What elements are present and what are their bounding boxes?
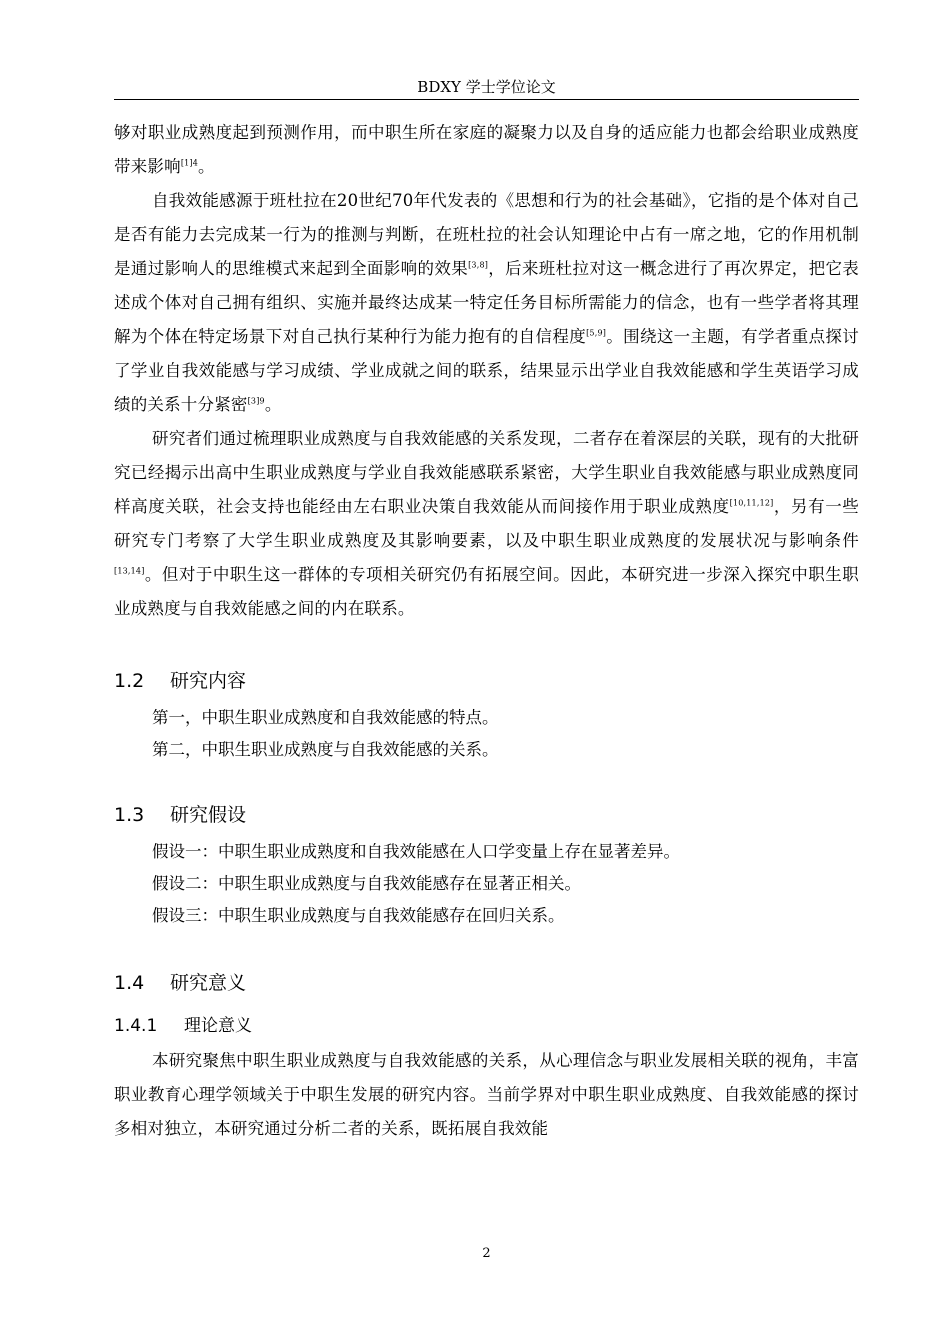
citation: [13,14] xyxy=(114,566,145,576)
page-body xyxy=(114,116,859,1146)
citation: [10,11,12] xyxy=(729,498,774,508)
citation: [1]4 xyxy=(180,158,199,168)
paragraph-4: 本研究聚焦中职生职业成熟度与自我效能感的关系，从心理信念与职业发展相关联的视角，丰富职业教育心理学领域关于中职生发展的研究内容。当前学界对中职生职业成熟度、自我效能感的探讨多相对独立，本研究通过分析二者的关系，既拓展自我效能 xyxy=(114,1051,859,1138)
list-item: 第一，中职生职业成熟度和自我效能感的特点。 xyxy=(152,708,499,727)
list-item: 假设二：中职生职业成熟度与自我效能感存在显著正相关。 xyxy=(152,874,581,893)
section-heading-1-2: 1.2 研究内容 xyxy=(114,670,247,692)
citation: [3]9 xyxy=(247,396,265,406)
list-item: 假设三：中职生职业成熟度与自我效能感存在回归关系。 xyxy=(152,906,565,925)
list-item: 第二，中职生职业成熟度与自我效能感的关系。 xyxy=(152,740,499,759)
subsection-heading-1-4-1: 1.4.1 理论意义 xyxy=(114,1016,252,1036)
list-item: 假设一：中职生职业成熟度和自我效能感在人口学变量上存在显著差异。 xyxy=(152,842,680,861)
citation: [5,9] xyxy=(586,328,607,338)
paragraph-2: 自我效能感源于班杜拉在20世纪70年代发表的《思想和行为的社会基础》，它指的是个体对自己是否有能力去完成某一行为的推测与判断，在班杜拉的社会认知理论中占有一席之地，它的作用机制是通过影响人的思维模式来起到全面影响的效果[3,8]，后来班杜拉对这一概念进行了再次界定，把它表述成个体对自己拥有组织、实施并最终达成某一特定任务目标所需能力的信念，也有一些学者将其理解为个体在特定场景下对自己执行某种行为能力抱有的自信程度[5,9]。围绕这一主题，有学者重点探讨了学业自我效能感与学习成绩、学业成就之间的联系，结果显示出学业自我效能感和学生英语学习成绩的关系十分紧密$^{[3]9}$。 xyxy=(114,191,860,414)
section-heading-1-4: 1.4 研究意义 xyxy=(114,972,247,994)
paragraph-1: 够对职业成熟度起到预测作用，而中职生所在家庭的凝聚力以及自身的适应能力也都会给职业成熟度带来影响$^{[1]4}$。 xyxy=(114,123,859,176)
citation: [3,8] xyxy=(468,260,489,270)
paragraph-3: 研究者们通过梳理职业成熟度与自我效能感的关系发现，二者存在着深层的关联，现有的大批研究已经揭示出高中生职业成熟度与学业自我效能感联系紧密，大学生职业自我效能感与职业成熟度同样高度关联，社会支持也能经由左右职业决策自我效能从而间接作用于职业成熟度[10,11,12]，另有一些研究专门考察了大学生职业成熟度及其影响要素，以及中职生职业成熟度的发展状况与影响条件[13,14]。但对于中职生这一群体的专项相关研究仍有拓展空间。因此，本研究进一步深入探究中职生职业成熟度与自我效能感之间的内在联系。 xyxy=(114,429,860,618)
header-rule xyxy=(114,99,859,100)
running-header: BDXY 学士学位论文 xyxy=(417,78,556,96)
page-number: 2 xyxy=(482,1246,491,1261)
section-heading-1-3: 1.3 研究假设 xyxy=(114,804,247,826)
